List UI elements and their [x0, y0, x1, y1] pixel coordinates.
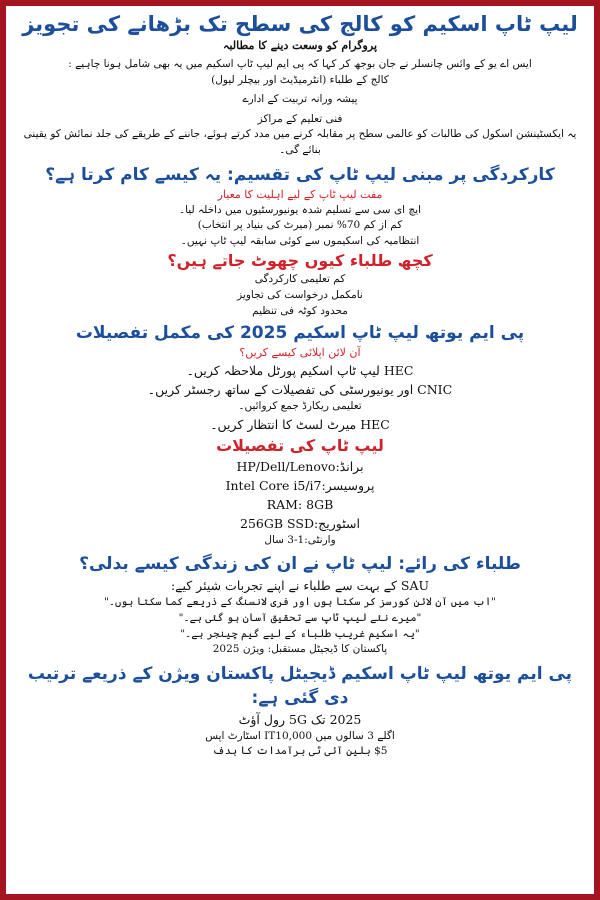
spec-storage: اسٹوریج:256GB SSD: [240, 515, 360, 531]
intro-note: یہ ایکسٹینشن اسکول کی طالبات کو عالمی سطح پر مقابلہ کرنے میں مدد کرتے ہوئے، جاننے کے طریقے کی جلد نمائش کو یقینی بنائے گی۔: [23, 128, 577, 156]
vision-heading: پی ایم یوتھ لیپ ٹاپ اسکیم ڈیجیٹل پاکستان ویژن کے ذریعے ترتیب دی گئی ہے:: [27, 663, 573, 708]
bullet-3: فنی تعلیم کے مراکز: [257, 112, 343, 125]
step-3: تعلیمی ریکارڈ جمع کروائیں۔: [238, 400, 362, 413]
apply-heading: آن لائن اپلائی کیسے کریں؟: [239, 346, 361, 360]
spec-ram: RAM: 8GB: [266, 496, 334, 512]
spec-warranty: وارنٹی:1-3 سال: [264, 533, 336, 546]
vision-item-2: اگلے 3 سالوں میں IT10,000 اسٹارٹ اپس: [205, 729, 395, 742]
spec-processor: پروسیسر:Intel Core i5/i7: [225, 477, 375, 493]
subtitle: پروگرام کو وسعت دینے کا مطالبہ: [222, 39, 378, 52]
intro-text: ایس اے یو کے وائس چانسلر نے جان بوجھ کر کہا کہ پی ایم لیپ ٹاپ اسکیم میں یہ بھی شامل ہونا چاہیے :: [68, 58, 532, 70]
bullet-1: کالج کے طلباء (انٹرمیڈیٹ اور بیچلر لیول): [211, 73, 389, 86]
step-1: HEC لیپ ٹاپ اسکیم پورٹل ملاحظہ کریں۔: [186, 363, 414, 379]
missing-heading: کچھ طلباء کیوں چھوٹ جاتے ہیں؟: [167, 251, 433, 271]
criteria-heading: مفت لیپ ٹاپ کے لیے اہلیت کا معیار: [217, 187, 383, 201]
criteria-item-3: انتظامیہ کی اسکیموں سے کوئی سابقہ لیپ ٹاپ نہیں۔: [180, 234, 420, 247]
missing-item-3: محدود کوٹہ فی تنظیم: [252, 304, 348, 317]
opinions-intro: SAU کے بہت سے طلباء نے اپنے تجربات شیئر کیے:: [170, 578, 430, 594]
vision-item-1: 2025 تک 5G رول آؤٹ: [238, 711, 362, 727]
future-heading: پاکستان کا ڈیجیٹل مستقبل: ویژن 2025: [212, 643, 388, 656]
missing-item-1: کم تعلیمی کارکردگی: [254, 273, 346, 286]
quote-3: "یہ اسکیم غریب طلباء کے لیے گیم چینجر ہے۔": [180, 627, 420, 640]
step-2: CNIC اور یونیورسٹی کی تفصیلات کے ساتھ رجسٹر کریں۔: [147, 382, 453, 398]
quote-2: "میرے نئے لیپ ٹاپ سے تحقیق آسان ہو گئی ہے۔": [178, 611, 422, 624]
spec-brand: برانڈ:HP/Dell/Lenovo: [236, 458, 364, 474]
opinions-heading: طلباء کی رائے: لیپ ٹاپ نے ان کی زندگی کیسے بدلی؟: [79, 554, 521, 575]
step-4: HEC میرٹ لسٹ کا انتظار کریں۔: [210, 416, 390, 432]
criteria-item-1: ایچ ای سی سے تسلیم شدہ یونیورسٹیوں میں داخلہ لیا۔: [178, 203, 422, 216]
criteria-item-2: کم از کم 70% نمبر (میرٹ کی بنیاد پر انتخاب): [197, 219, 403, 232]
performance-heading: کارکردگی پر مبنی لیپ ٹاپ کی تقسیم: یہ کیسے کام کرتا ہے؟: [45, 164, 555, 185]
details-heading: پی ایم یوتھ لیپ ٹاپ اسکیم 2025 کی مکمل تفصیلات: [75, 323, 525, 344]
quote-1: "اب میں آن لائن کورسز کر سکتا ہوں اور فری لانسنگ کے ذریعے کما سکتا ہوں۔": [104, 596, 496, 609]
missing-item-2: نامکمل درخواست کی تجاویز: [237, 288, 363, 301]
specs-heading: لیپ ٹاپ کی تفصیلات: [216, 435, 384, 455]
main-title: لیپ ٹاپ اسکیم کو کالج کی سطح تک بڑھانے کی تجویز: [22, 12, 578, 36]
vision-item-3: $5 بلین آئی ٹی برآمدات کا ہدف: [212, 745, 388, 758]
bullet-2: پیشہ ورانہ تربیت کے ادارے: [242, 93, 358, 106]
